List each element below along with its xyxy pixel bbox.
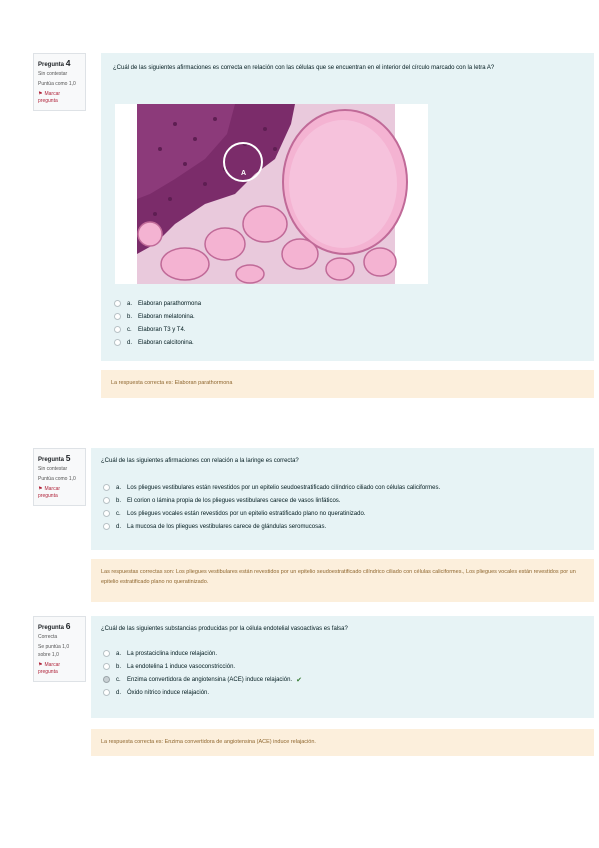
answer-option-selected[interactable]: c. Enzima convertidora de angiotensina (ACE) induce relajación. ✔: [103, 673, 591, 686]
question-number: Pregunta 5: [38, 453, 71, 463]
answer-option[interactable]: a. Elaboran parathormona: [114, 297, 584, 310]
question-score: Se puntúa 1,0 sobre 1,0: [38, 644, 70, 658]
radio-button[interactable]: [103, 650, 110, 657]
answer-option[interactable]: d. Elaboran calcitonina.: [114, 336, 584, 349]
flag-question-link[interactable]: ⚑ Marcar pregunta: [38, 91, 61, 104]
question-score: Puntúa como 1,0: [38, 476, 76, 482]
answer-option[interactable]: b. El corion o lámina propia de los pliegues vestibulares carece de vasos linfáticos.: [103, 494, 591, 507]
check-icon: ✔: [296, 676, 302, 684]
feedback-box-4: [101, 370, 594, 398]
question-text: ¿Cuál de las siguientes afirmaciones es correcta en relación con las células que se encuentran en el interior del círculo marcado con la letra A?: [113, 65, 495, 71]
question-score: Puntúa como 1,0: [38, 81, 76, 87]
question-number: Pregunta 4: [38, 58, 71, 68]
flag-question-link[interactable]: ⚑ Marcar pregunta: [38, 662, 61, 675]
question-status: Sin contestar: [38, 466, 68, 472]
answer-option[interactable]: b. Elaboran melatonina.: [114, 310, 584, 323]
answer-option[interactable]: d. Óxido nítrico induce relajación.: [103, 686, 591, 699]
answer-option[interactable]: d. La mucosa de los pliegues vestibulares carece de glándulas seromucosas.: [103, 520, 591, 533]
flag-icon: ⚑: [38, 662, 43, 668]
answer-option[interactable]: b. La endotelina 1 induce vasoconstricción.: [103, 660, 591, 673]
question-info-5: [33, 448, 86, 506]
radio-button[interactable]: [103, 484, 110, 491]
feedback-box-6: [91, 729, 594, 756]
flag-icon: ⚑: [38, 91, 43, 97]
feedback-text: La respuesta correcta es: Elaboran parathormona: [111, 380, 233, 386]
question-number: Pregunta 6: [38, 621, 71, 631]
image-marker: A: [241, 170, 247, 177]
answer-option[interactable]: a. Los pliegues vestibulares están revestidos por un epitelio seudoestratificado cilíndrico ciliado con células caliciformes.: [103, 481, 591, 494]
answer-list-5: [103, 481, 591, 533]
question-info-6: [33, 616, 86, 682]
answer-option[interactable]: c. Elaboran T3 y T4.: [114, 323, 584, 336]
radio-button[interactable]: [114, 313, 121, 320]
feedback-text: La respuesta correcta es: Enzima convertidora de angiotensina (ACE) induce relajación.: [101, 739, 316, 745]
feedback-box-5: [91, 559, 594, 602]
answer-option[interactable]: c. Los pliegues vocales están revestidos por un epitelio estratificado plano no queratinizado.: [103, 507, 591, 520]
radio-button[interactable]: [103, 663, 110, 670]
question-text: ¿Cuál de las siguientes substancias producidas por la célula endotelial vasoactivas es falsa?: [101, 626, 348, 632]
question-info-4: [33, 53, 86, 111]
flag-icon: ⚑: [38, 486, 43, 492]
radio-button[interactable]: [103, 523, 110, 530]
question-text: ¿Cuál de las siguientes afirmaciones con relación a la laringe es correcta?: [101, 458, 299, 464]
radio-button[interactable]: [114, 326, 121, 333]
answer-list-6: [103, 647, 591, 699]
radio-button[interactable]: [103, 510, 110, 517]
radio-button[interactable]: [103, 689, 110, 696]
question-status: Sin contestar: [38, 71, 68, 77]
histology-image: [115, 104, 428, 284]
radio-button-checked[interactable]: [103, 676, 110, 683]
answer-list-4: [114, 297, 584, 349]
answer-option[interactable]: a. La prostaciclina induce relajación.: [103, 647, 591, 660]
radio-button[interactable]: [114, 300, 121, 307]
feedback-text: Las respuestas correctas son: Los pliegues vestibulares están revestidos por un epitelio seudoestratificado cilíndrico ciliado con células caliciformes., Los pliegues vocales están revestidos por un epitelio estratificado plano no queratinizado.: [101, 569, 576, 585]
radio-button[interactable]: [114, 339, 121, 346]
radio-button[interactable]: [103, 497, 110, 504]
flag-question-link[interactable]: ⚑ Marcar pregunta: [38, 486, 61, 499]
question-status: Correcta: [38, 634, 58, 640]
